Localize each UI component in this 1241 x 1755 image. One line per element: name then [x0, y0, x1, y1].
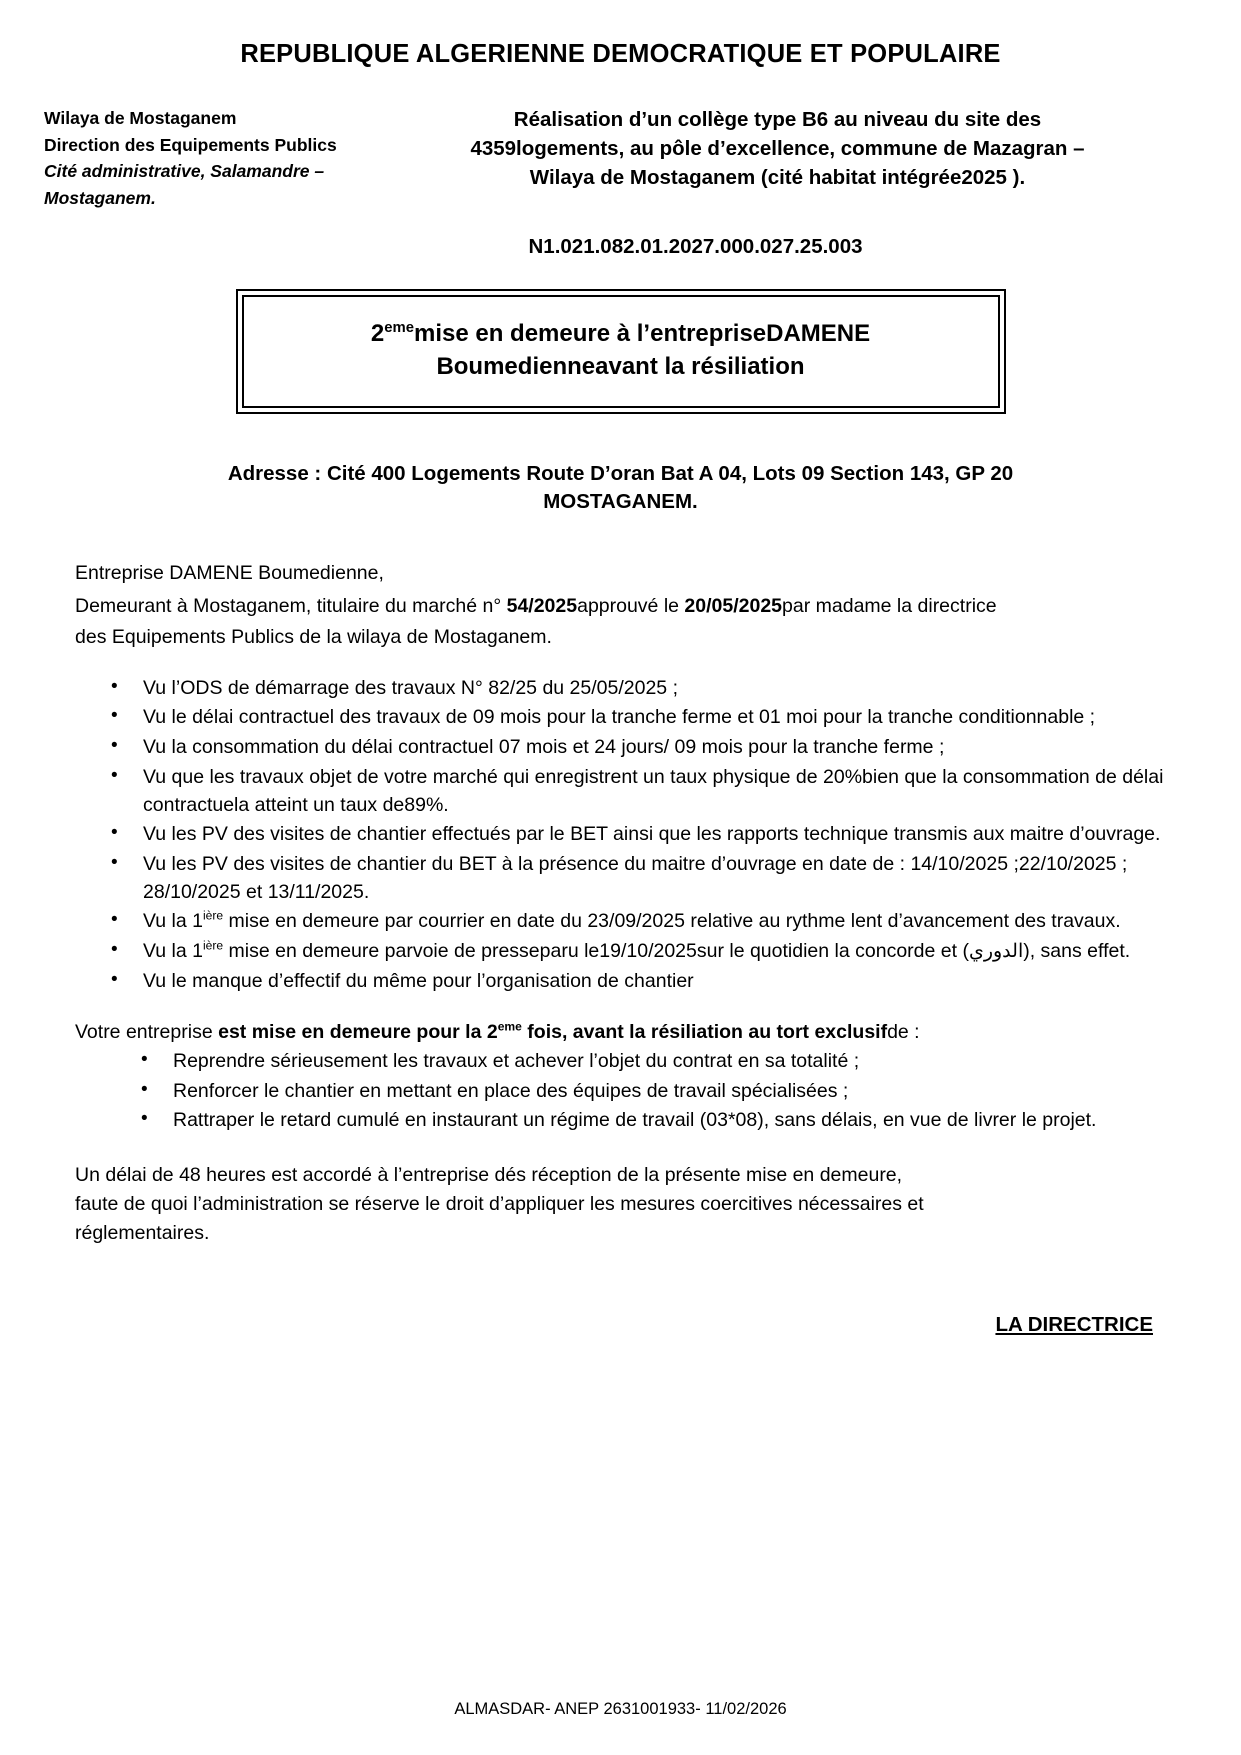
republic-title: REPUBLIQUE ALGERIENNE DEMOCRATIQUE ET POPULAIRE: [240, 40, 1001, 68]
title-line-2: Boumedienneavant la résiliation: [436, 353, 805, 381]
demand-part-a: Votre entreprise: [75, 1020, 219, 1043]
c7-part-b: mise en demeure par courrier en date du 23/09/2025 relative au rythme lent d’avancement des travaux.: [223, 910, 1121, 933]
c7-ordinal-suffix: ière: [203, 908, 224, 923]
list-item: • Rattraper le retard cumulé en instaurant un régime de travail (03*08), sans délais, en vue de livrer le projet.: [133, 1107, 1183, 1135]
list-item: • Vu le manque d’effectif du même pour l’organisation de chantier: [103, 968, 1183, 996]
closing-paragraph: [75, 1161, 1183, 1248]
intro-part-c: approuvé le: [577, 595, 685, 618]
list-item: • Vu les PV des visites de chantier du BET à la présence du maitre d’ouvrage en date de : 14/10/2025 ;22/10/2025 ; 28/10/2025 et 13/11/2025.: [103, 851, 1183, 906]
demand-bold-sup: eme: [497, 1019, 522, 1034]
issuing-authority-block: [44, 105, 374, 211]
c8-part-c: ), sans effet.: [1023, 939, 1131, 962]
demand-bold-b: fois, avant la résiliation au tort exclusif: [521, 1020, 888, 1043]
demand-bold-a: est mise en demeure pour la 2: [218, 1020, 498, 1043]
list-item: • Renforcer le chantier en mettant en place des équipes de travail spécialisées ;: [133, 1078, 1183, 1106]
c8-arabic-newspaper-name: الدوري: [968, 940, 1024, 962]
header-row: [0, 105, 1241, 211]
closing-line-2: faute de quoi l’administration se réserve le droit d’appliquer les mesures coercitives nécessaires et: [75, 1193, 924, 1216]
list-item: • Reprendre sérieusement les travaux et achever l’objet du contrat en sa totalité ;: [133, 1048, 1183, 1076]
body-block: [0, 559, 1241, 1339]
footer-publication-line: ALMASDAR- ANEP 2631001933- 11/02/2026: [454, 1700, 787, 1718]
wilaya-line: Wilaya de Mostaganem: [44, 108, 237, 128]
demand-part-c: de :: [887, 1020, 920, 1043]
project-line-1: Réalisation d’un collège type B6 au niveau du site des: [513, 108, 1042, 131]
title-ordinal-suffix: eme: [384, 320, 414, 337]
address-text-line-1: Adresse : Cité 400 Logements Route D’oran Bat A 04, Lots 09 Section 143, GP 20: [227, 461, 1014, 485]
project-line-2: 4359logements, au pôle d’excellence, commune de Mazagran –: [470, 137, 1085, 161]
intro-company: Entreprise DAMENE Boumedienne,: [75, 561, 384, 584]
c7-part-a: Vu la 1: [143, 910, 203, 933]
recipient-address: [0, 460, 1241, 517]
intro-part-a: Demeurant à Mostaganem, titulaire du marché n°: [75, 595, 507, 618]
list-item: [103, 938, 1183, 966]
approval-date: 20/05/2025: [684, 595, 783, 618]
c8-part-a: Vu la 1: [143, 939, 203, 962]
list-item: • Vu l’ODS de démarrage des travaux N° 82/25 du 25/05/2025 ;: [103, 675, 1183, 703]
closing-line-1: Un délai de 48 heures est accordé à l’entreprise dés réception de la présente mise en demeure,: [75, 1163, 903, 1186]
project-line-3: Wilaya de Mostaganem (cité habitat intégrée2025 ).: [529, 166, 1026, 190]
title-line-1: [262, 317, 980, 350]
title-line-1-text: mise en demeure à l’entrepriseDAMENE: [413, 320, 871, 348]
title-box-wrapper: [0, 289, 1241, 413]
considerations-list: [75, 675, 1183, 996]
title-box-inner: [242, 295, 1000, 407]
title-box: [236, 289, 1006, 413]
signature-block: LA DIRECTRICE: [995, 1312, 1153, 1336]
closing-line-3: réglementaires.: [75, 1222, 210, 1245]
intro-contract: [75, 592, 1183, 620]
list-item: • Vu la consommation du délai contractuel 07 mois et 24 jours/ 09 mois pour la tranche ferme ;: [103, 734, 1183, 762]
formal-notice-statement: [75, 1018, 1183, 1046]
title-ordinal: 2: [370, 320, 385, 348]
demands-list: [75, 1048, 1183, 1135]
intro-part-e: par madame la directrice: [782, 595, 997, 618]
address-line-1: Cité administrative, Salamandre –: [44, 161, 325, 182]
list-item: • Vu les PV des visites de chantier effectués par le BET ainsi que les rapports technique transmis aux maitre d’ouvrage.: [103, 821, 1183, 849]
address-line-2: Mostaganem.: [44, 187, 156, 208]
direction-line: Direction des Equipements Publics: [44, 134, 337, 155]
c8-part-b: mise en demeure parvoie de presseparu le19/10/2025sur le quotidien la concorde et (: [223, 939, 969, 962]
reference-number: N1.021.082.01.2027.000.027.25.003: [528, 235, 863, 259]
list-item: • Vu le délai contractuel des travaux de 09 mois pour la tranche ferme et 01 moi pour la tranche conditionnable ;: [103, 704, 1183, 732]
intro-authority: des Equipements Publics de la wilaya de Mostaganem.: [75, 625, 552, 648]
list-item: [103, 908, 1183, 936]
c8-ordinal-suffix: ière: [203, 938, 224, 953]
contract-number: 54/2025: [506, 595, 578, 618]
project-description: [374, 105, 1197, 192]
address-text-line-2: MOSTAGANEM.: [543, 490, 698, 514]
list-item: • Vu que les travaux objet de votre marché qui enregistrent un taux physique de 20%bien que la consommation de délai contractuela atteint un taux de89%.: [103, 764, 1183, 819]
